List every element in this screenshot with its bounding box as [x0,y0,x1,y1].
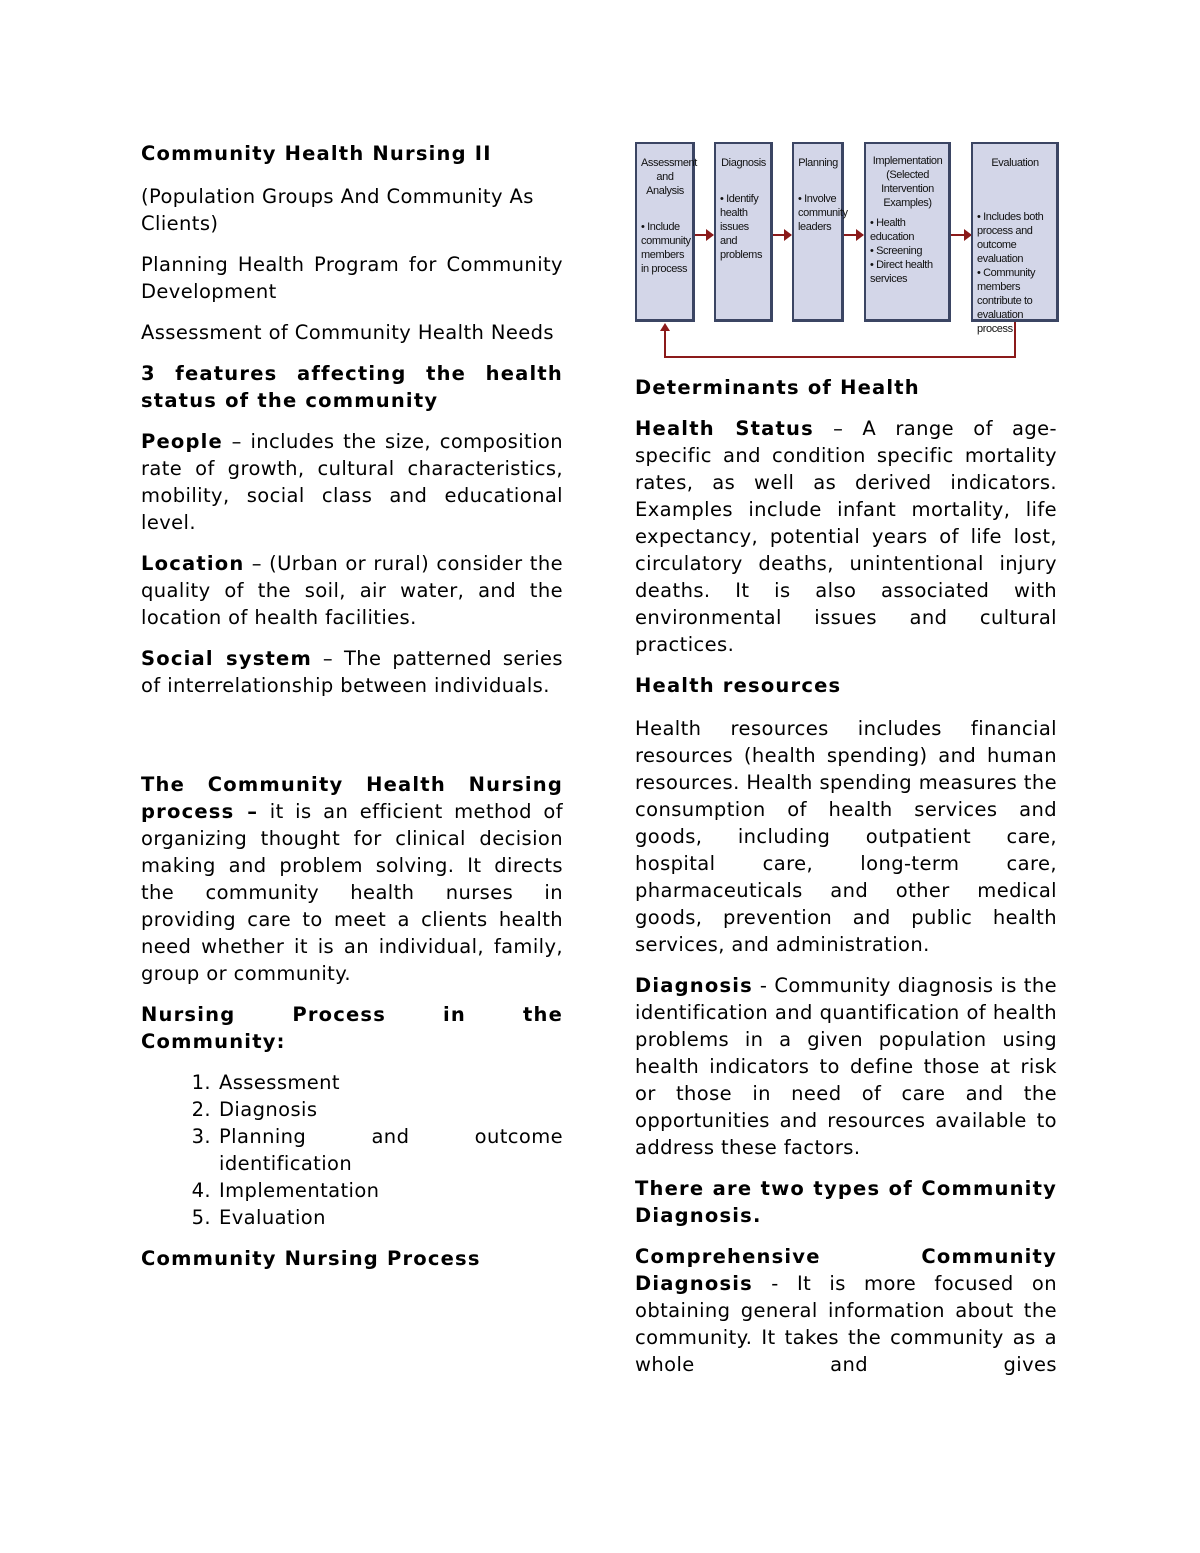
diagnosis-types-heading: There are two types of Community Diagnosis. [635,1177,1057,1227]
comprehensive-diagnosis-paragraph [635,1243,1057,1378]
social-term: Social system [141,647,313,670]
chn-process-text: it is an efficient method of organizing thought for clinical decision making and problem solving. It directs the community health nurses in providing care to meet a clients health need whether it is an individual, family, group or community. [141,800,563,985]
diagram-box-title: Evaluation [991,157,1039,169]
planning-line: Planning Health Program for Community Development [141,253,563,303]
health-status-term: Health Status [635,417,814,440]
community-nursing-process-heading: Community Nursing Process [141,1247,481,1270]
diagram-box-evaluation [971,142,1059,335]
social-paragraph [141,645,563,699]
diagram-box-body: • Health education • Screening • Direct health services [870,217,933,285]
social-text: – The patterned series of interrelationship between individuals. [141,647,563,697]
diagram-box-title: Assessment and Analysis [641,157,697,197]
nursing-process-heading: Nursing Process in the Community: [141,1003,563,1053]
spacer [141,713,563,771]
diagnosis-paragraph [635,972,1057,1161]
diagram-box-assessment [635,142,695,322]
chn-process-paragraph [141,771,563,987]
planning-heading [141,251,563,305]
location-text: – (Urban or rural) consider the quality of the soil, air water, and the location of health facilities. [141,552,563,629]
list-item: 2. Diagnosis [191,1098,318,1121]
diagram-arrow [773,234,791,236]
list-item: 1. Assessment [191,1071,340,1094]
nursing-process-steps [141,1069,563,1231]
people-text: – includes the size, composition rate of growth, cultural characteristics, mobility, social class and educational level. [141,430,563,534]
health-status-paragraph [635,415,1057,658]
diagram-arrow [844,234,863,236]
document-title: Community Health Nursing II [141,142,492,165]
feedback-loop-line [664,356,1016,358]
people-paragraph [141,428,563,536]
list-item: 3. Planning and outcome identification [191,1125,563,1175]
feedback-loop-line [1014,322,1016,358]
diagram-box-implementation [864,142,951,322]
assessment-heading: Assessment of Community Health Needs [141,321,554,344]
diagram-box-title: Implementation (Selected Intervention Examples) [872,155,943,209]
determinants-heading: Determinants of Health [635,376,920,399]
subtitle: (Population Groups And Community As Clients) [141,185,534,235]
diagnosis-term: Diagnosis [635,974,753,997]
feedback-loop-line [664,330,666,358]
diagram-box-body: • Include community members in process [641,221,691,275]
diagram-box-title: Diagnosis [721,157,766,169]
diagnosis-text: - Community diagnosis is the identification and quantification of health problems in a given population using health indicators to define those at risk or those in need of care and the opportunities and resources available to address these factors. [635,974,1057,1159]
diagram-box-planning [792,142,848,322]
diagram-box-diagnosis [714,142,773,322]
diagram-box-title: Planning [798,157,838,169]
health-resources-heading: Health resources [635,674,842,697]
left-column [141,140,563,1286]
diagram-arrow [695,234,713,236]
diagram-box-body: • Involve community leaders [798,193,848,233]
diagram-box-body: • Includes both process and outcome evaluation • Community members contribute to evaluation process [977,211,1044,335]
chn-process-term: The Community Health Nursing process – [141,773,563,823]
people-term: People [141,430,223,453]
health-resources-paragraph: Health resources includes financial resources (health spending) and human resources. Health spending measures the consumption of health services and goods, including outpatient care, hospital care, long-term care, pharmaceuticals and other medical goods, prevention and public health services, and administration. [635,717,1057,956]
comprehensive-diagnosis-term: Comprehensive Community Diagnosis [635,1245,1057,1295]
comprehensive-diagnosis-text: - It is more focused on obtaining general information about the community. It takes the community as a whole and gives [635,1272,1057,1376]
diagram-box-body: • Identify health issues and problems [720,193,763,261]
location-paragraph [141,550,563,631]
location-term: Location [141,552,245,575]
right-column [635,374,1057,1392]
nursing-process-diagram [633,138,1063,363]
feedback-arrow-head [660,323,670,331]
list-item: 4. Implementation [191,1179,380,1202]
diagram-arrow [951,234,971,236]
features-heading: 3 features affecting the health status of the community [141,362,563,412]
health-status-text: – A range of age-specific and condition specific mortality rates, as well as derived indicators. Examples include infant mortality, life expectancy, potential years of life lost, circulatory deaths, unintentional injury deaths. It is also associated with environmental issues and cultural practices. [635,417,1057,656]
list-item: 5. Evaluation [191,1206,326,1229]
